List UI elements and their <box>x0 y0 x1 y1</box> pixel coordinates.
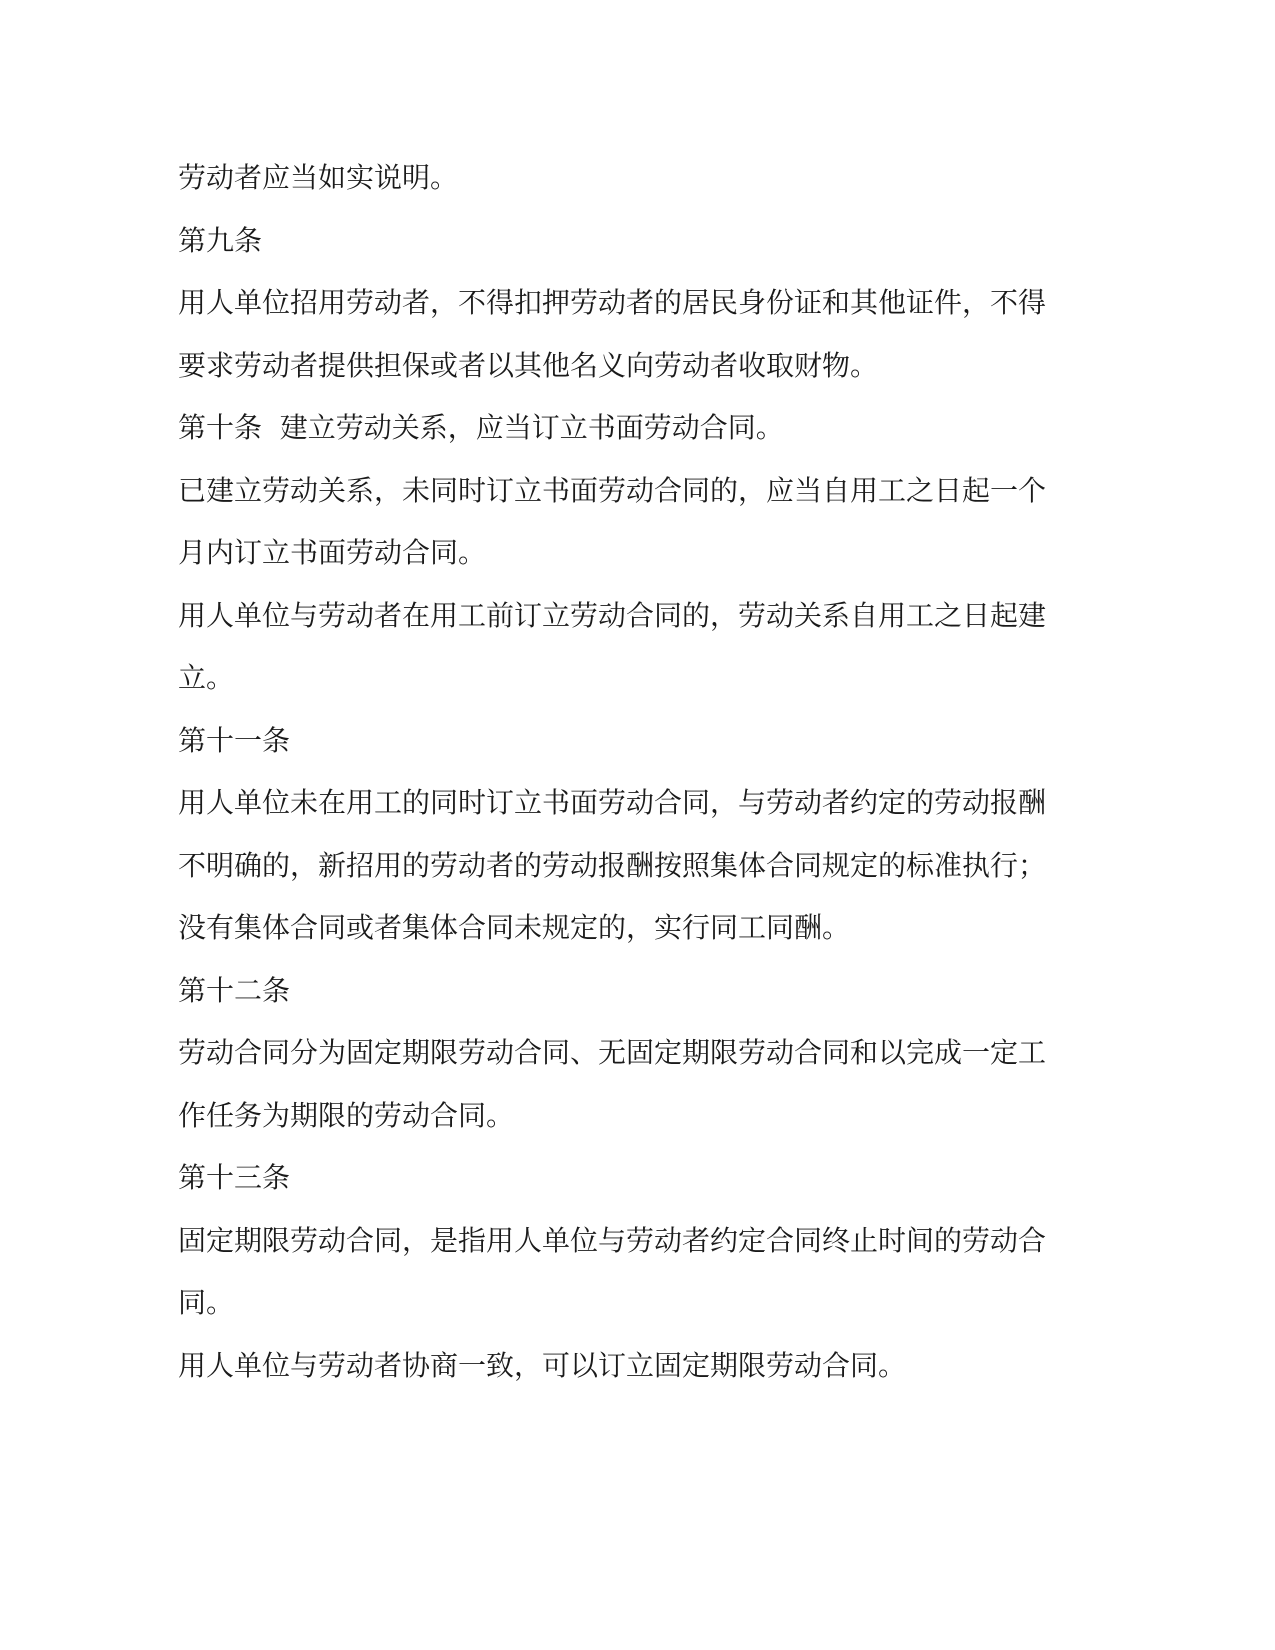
article-heading: 第十三条 <box>178 1161 291 1194</box>
text-line: 劳动合同分为固定期限劳动合同、无固定期限劳动合同和以完成一定工 <box>178 1036 1047 1069</box>
text-line: 没有集体合同或者集体合同未规定的，实行同工同酬。 <box>178 911 851 944</box>
article-heading: 第十一条 <box>178 723 291 757</box>
text-line: 用人单位与劳动者协商一致，可以订立固定期限劳动合同。 <box>178 1348 907 1382</box>
article-heading: 第十条 建立劳动关系，应当订立书面劳动合同。 <box>178 411 784 444</box>
text-line: 劳动者应当如实说明。 <box>178 161 459 194</box>
text-line: 用人单位与劳动者在用工前订立劳动合同的，劳动关系自用工之日起建 <box>178 598 1047 632</box>
text-line: 月内订立书面劳动合同。 <box>178 536 487 569</box>
text-line: 不明确的，新招用的劳动者的劳动报酬按照集体合同规定的标准执行； <box>178 848 1047 882</box>
text-line: 已建立劳动关系，未同时订立书面劳动合同的，应当自用工之日起一个 <box>178 473 1047 507</box>
text-line: 用人单位招用劳动者，不得扣押劳动者的居民身份证和其他证件，不得 <box>178 286 1047 319</box>
document-body <box>178 151 1058 1401</box>
text-line: 作任务为期限的劳动合同。 <box>178 1098 515 1132</box>
article-heading: 第十二条 <box>178 973 291 1007</box>
text-line: 要求劳动者提供担保或者以其他名义向劳动者收取财物。 <box>178 348 879 382</box>
text-line: 固定期限劳动合同，是指用人单位与劳动者约定合同终止时间的劳动合 <box>178 1223 1047 1257</box>
article-heading: 第九条 <box>178 223 263 257</box>
text-line: 立。 <box>178 661 235 694</box>
text-line: 用人单位未在用工的同时订立书面劳动合同，与劳动者约定的劳动报酬 <box>178 786 1047 819</box>
text-line: 同。 <box>178 1286 235 1319</box>
